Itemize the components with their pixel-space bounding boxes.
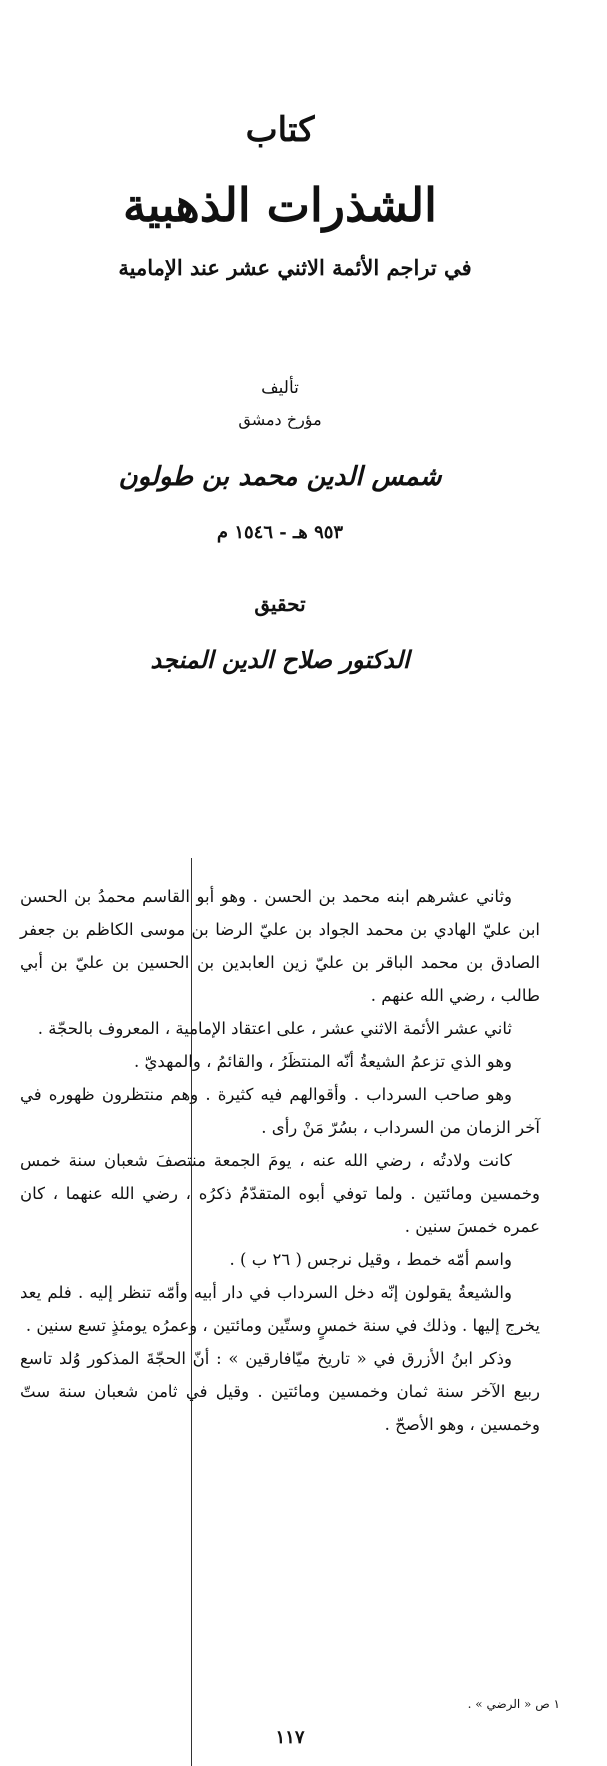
paragraph-8: وذكر ابنُ الأزرق في « تاريخ ميّافارقين » : أنّ الحجّةَ المذكور وُلد تاسع ربيع الآخر سنة ثمان وخمسين ومائتين . وقيل في ثامن شعبان سنة ستّ وخمسين ، وهو الأصحّ . [20, 1349, 540, 1434]
paragraph-4: وهو صاحب السرداب . وأقوالهم فيه كثيرة . وهم منتظرون ظهوره في آخر الزمان من السرداب ، بسُرّ مَنْ رأى . [20, 1085, 540, 1137]
kitab-label: كتاب [245, 110, 315, 150]
author-epithet: مؤرخ دمشق [238, 410, 322, 429]
paragraph-6: واسم أمّه خمط ، وقيل نرجس ( ٢٦ ب ) . [229, 1250, 512, 1269]
body-text [20, 880, 540, 1441]
editing-label: تحقيق [254, 592, 306, 616]
paragraph-3: وهو الذي تزعمُ الشيعةُ أنّه المنتظَرُ ، والقائمُ ، والمهديّ . [134, 1052, 512, 1071]
paragraph-2: ثاني عشر الأئمة الاثني عشر ، على اعتقاد الإمامية ، المعروف بالحجّة . [37, 1019, 512, 1038]
book-subtitle: في تراجم الأئمة الاثني عشر عند الإمامية [118, 255, 472, 280]
author-dates: ٩٥٣ هـ - ١٥٤٦ م [216, 522, 344, 543]
editor-name: الدكتور صلاح الدين المنجد [150, 645, 410, 674]
author-name: شمس الدين محمد بن طولون [118, 462, 442, 492]
page-number: ١١٧ [275, 1727, 305, 1748]
paragraph-1: وثاني عشرهم ابنه محمد بن الحسن . وهو أبو القاسم محمدُ بن الحسن ابن عليّ الهادي بن محمد الجواد بن عليّ الرضا بن موسى الكاظم بن جعفر الصادق بن محمد الباقر بن عليّ زين العابدين بن الحسين بن عليّ بن أبي طالب ، رضي الله عنهم . [20, 887, 540, 1005]
footnote: ١ ص « الرضي » . [467, 1697, 560, 1711]
book-title: الشذرات الذهبية [123, 178, 437, 232]
paragraph-5: كانت ولادتُه ، رضي الله عنه ، يومَ الجمعة منتصفَ شعبان سنة خمس وخمسين ومائتين . ولما توفي أبوه المتقدّمُ ذكرُه ، رضي الله عنهما ، كان عمره خمسَ سنين . [20, 1151, 540, 1236]
authorship-label: تأليف [261, 378, 299, 398]
paragraph-7: والشيعةُ يقولون إنّه دخل السرداب في دار أبيه وأمّه تنظر إليه . فلم يعد يخرج إليها . وذلك في سنة خمسٍ وستّين ومائتين ، وعمرُه يومئذٍ تسع سنين . [20, 1283, 540, 1335]
